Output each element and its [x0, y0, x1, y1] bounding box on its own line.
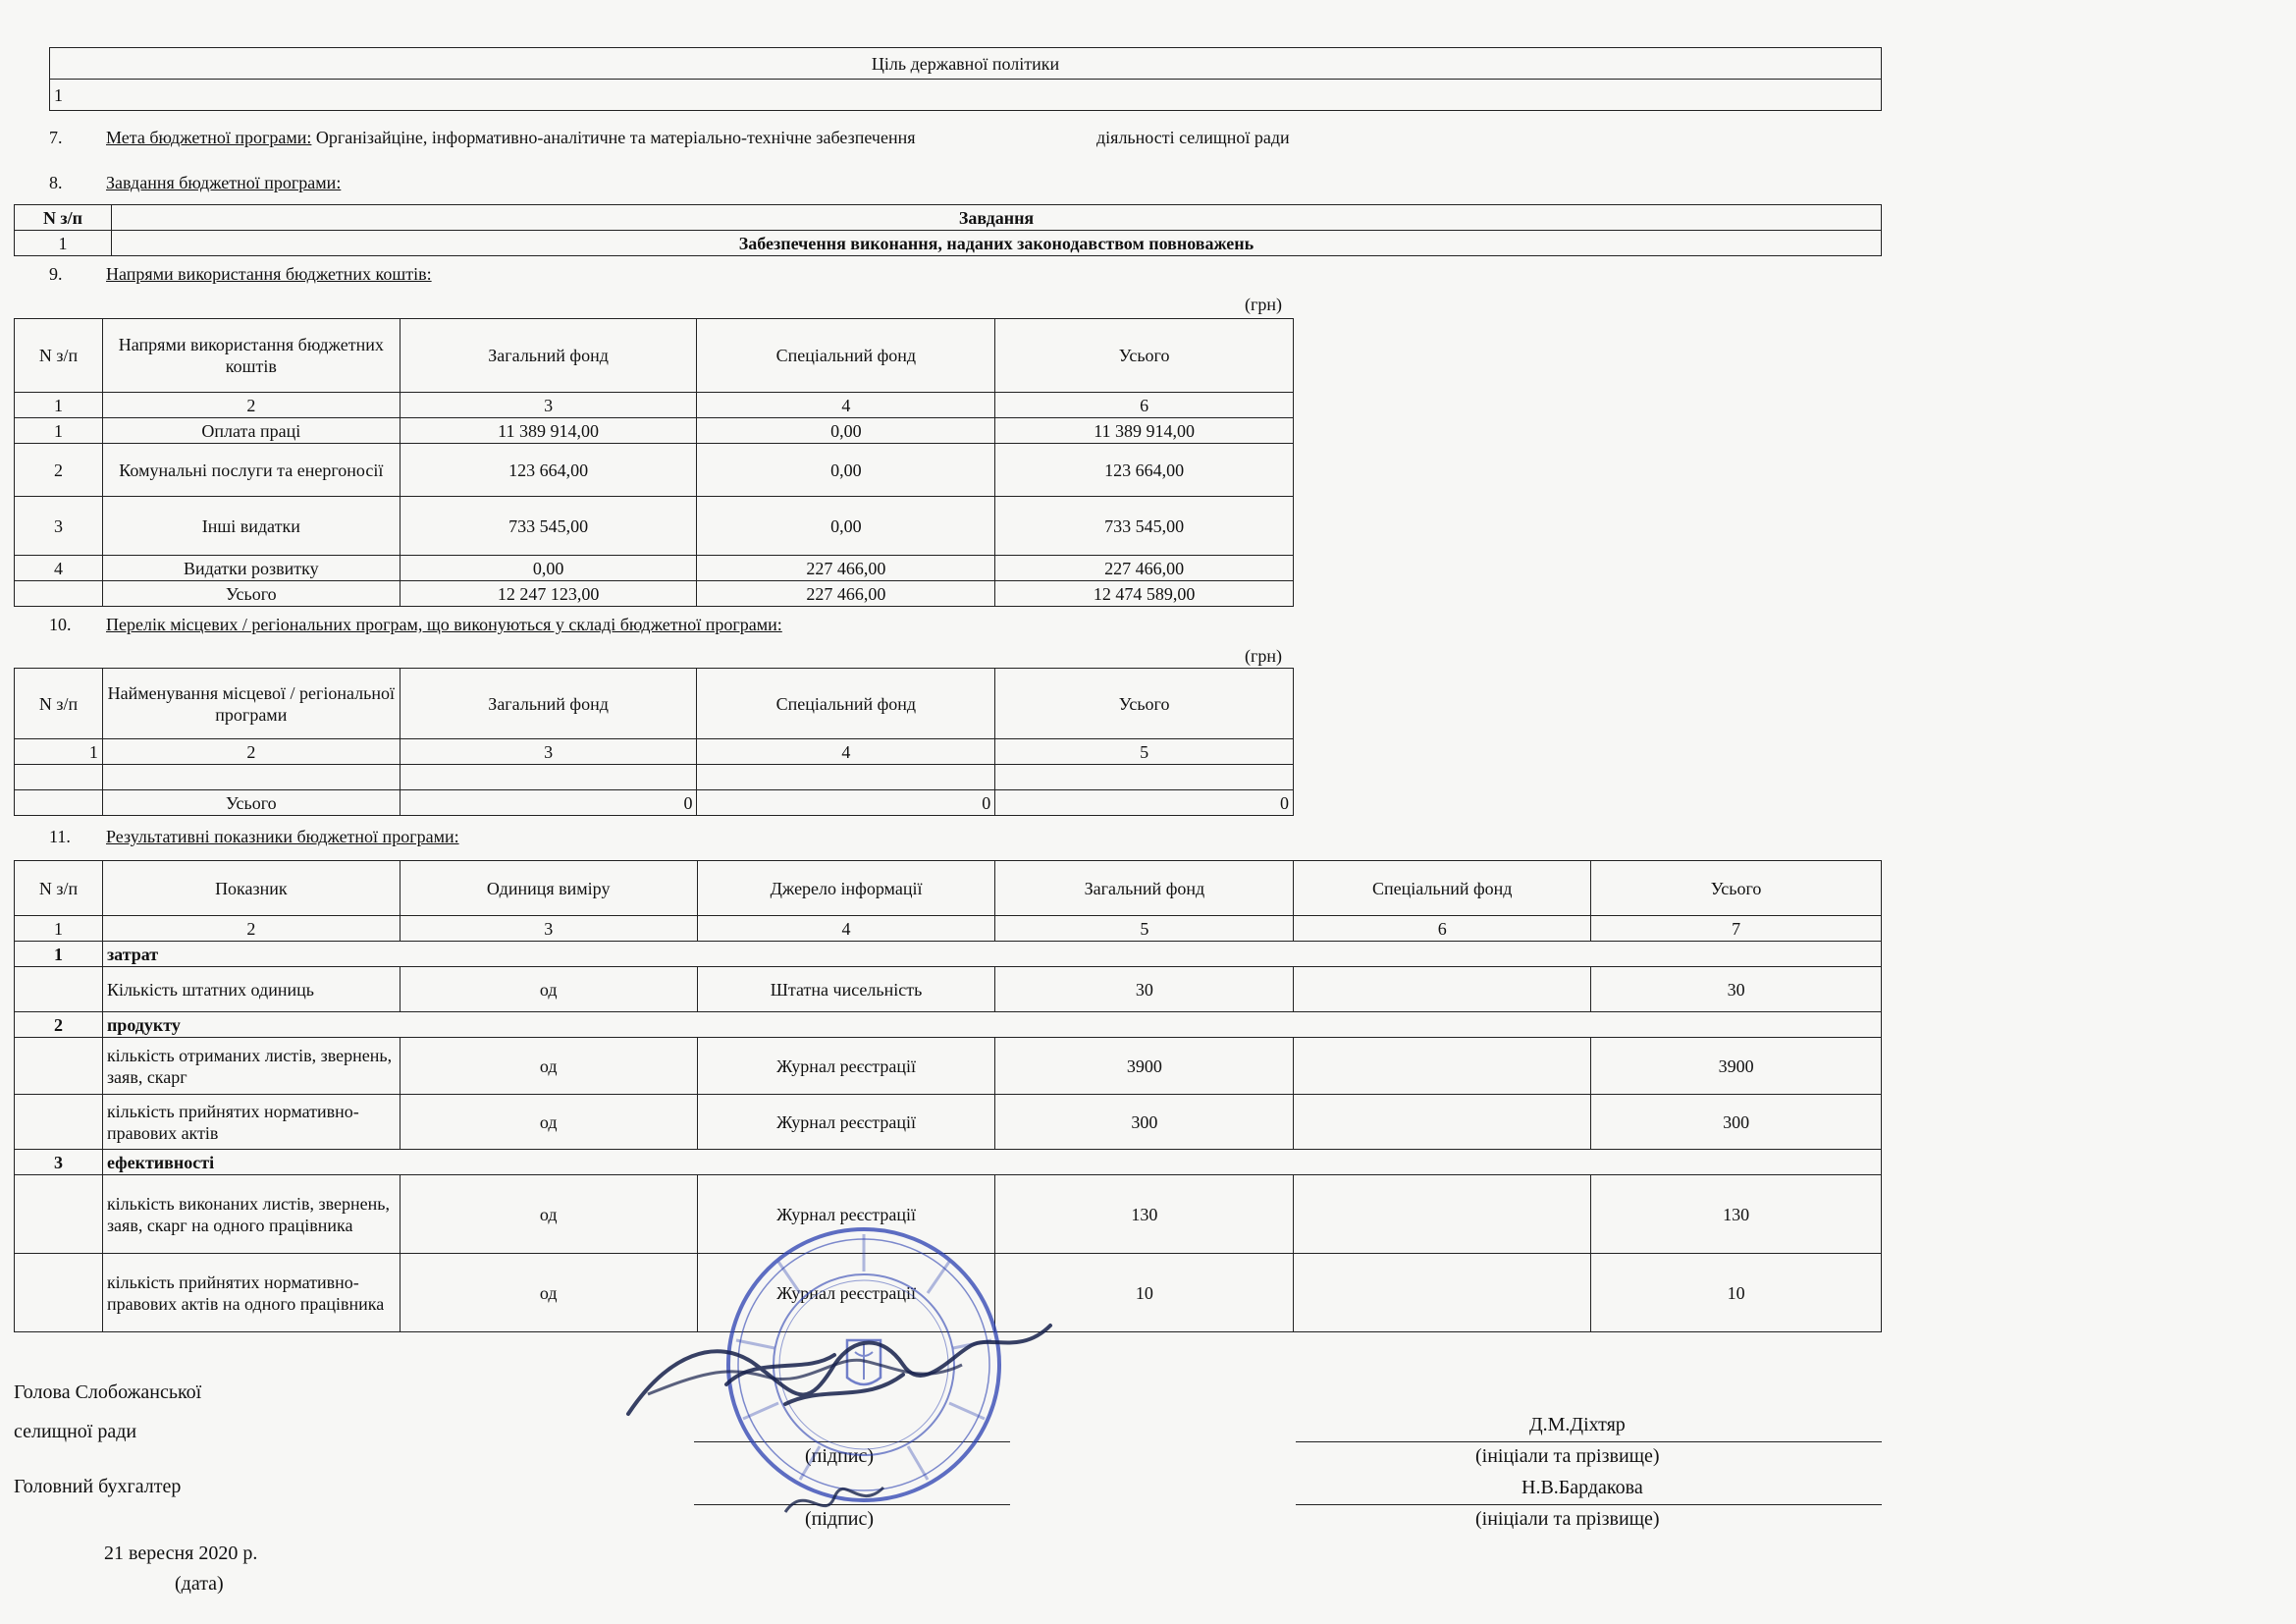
- head-name-caption: (ініціали та прізвище): [1475, 1445, 1660, 1467]
- programs-header: Загальний фонд: [400, 669, 697, 739]
- section-7-number: 7.: [49, 128, 63, 147]
- section-11-number: 11.: [49, 827, 71, 846]
- section-10-label: Перелік місцевих / регіональних програм, що виконуються у складі бюджетної програми:: [106, 615, 782, 634]
- tasks-col-no: N з/п: [15, 205, 112, 231]
- accountant-name-caption: (ініціали та прізвище): [1475, 1508, 1660, 1530]
- policy-table: [49, 47, 1882, 111]
- head-name: Д.М.Діхтяр: [1529, 1414, 1626, 1435]
- directions-table: [14, 318, 1294, 607]
- indicators-header: Спеціальний фонд: [1294, 861, 1591, 916]
- section-7-text-2: діяльності селищної ради: [1096, 128, 1290, 147]
- date-caption: (дата): [175, 1573, 224, 1595]
- head-title: Голова Слобожанської селищної ради: [14, 1381, 202, 1442]
- section-9-unit: (грн): [1245, 295, 1283, 314]
- indicators-header: Усього: [1591, 861, 1882, 916]
- directions-header: N з/п: [15, 319, 103, 393]
- indicator-group-row: 3 ефективності: [15, 1150, 1882, 1175]
- directions-header: Усього: [995, 319, 1294, 393]
- section-8-label: Завдання бюджетної програми:: [106, 173, 342, 192]
- section-7-label: Мета бюджетної програми:: [106, 128, 312, 147]
- programs-table: [14, 668, 1294, 816]
- directions-header: Загальний фонд: [400, 319, 697, 393]
- section-10-number: 10.: [49, 615, 72, 634]
- programs-total-row: Усього 0 0 0: [15, 790, 1294, 816]
- directions-header: Спеціальний фонд: [697, 319, 995, 393]
- table-row: Кількість штатних одиниць од Штатна чисельність 30 30: [15, 967, 1882, 1012]
- indicator-group-row: 2 продукту: [15, 1012, 1882, 1038]
- tasks-row-no: 1: [15, 231, 112, 256]
- directions-header: Напрями використання бюджетних коштів: [102, 319, 400, 393]
- programs-header: N з/п: [15, 669, 103, 739]
- head-signature-caption: (підпис): [805, 1445, 875, 1467]
- directions-total-row: Усього 12 247 123,00 227 466,00 12 474 589,00: [15, 581, 1294, 607]
- date: 21 вересня 2020 р.: [104, 1543, 258, 1564]
- table-row: кількість виконаних листів, звернень, заяв, скарг на одного працівника од Журнал реєстрації 130 130: [15, 1175, 1882, 1254]
- indicators-header: N з/п: [15, 861, 103, 916]
- table-row: [15, 765, 1294, 790]
- indicator-group-row: 1 затрат: [15, 942, 1882, 967]
- tasks-table: [14, 204, 1882, 256]
- indicators-header: Джерело інформації: [697, 861, 995, 916]
- table-row: кількість прийнятих нормативно-правових актів од Журнал реєстрації 300 300: [15, 1095, 1882, 1150]
- accountant-signature: [775, 1473, 893, 1532]
- section-11-label: Результативні показники бюджетної програми:: [106, 827, 459, 846]
- table-row: кількість отриманих листів, звернень, заяв, скарг од Журнал реєстрації 3900 3900: [15, 1038, 1882, 1095]
- accountant-title: Головний бухгалтер: [14, 1476, 182, 1497]
- indicators-header: Показник: [102, 861, 400, 916]
- directions-index-row: 1 2 3 4 6: [15, 393, 1294, 418]
- accountant-name-line: [1296, 1504, 1882, 1505]
- head-signature: [609, 1296, 1070, 1443]
- tasks-col-task: Завдання: [112, 205, 1882, 231]
- table-row: 3 Інші видатки 733 545,00 0,00 733 545,00: [15, 497, 1294, 556]
- table-row: 4 Видатки розвитку 0,00 227 466,00 227 466,00: [15, 556, 1294, 581]
- section-7-text: Організайціне, інформативно-аналітичне та матеріально-технічне забезпечення: [315, 128, 916, 147]
- head-name-line: [1296, 1441, 1882, 1442]
- accountant-name: Н.В.Бардакова: [1522, 1477, 1643, 1498]
- indicators-index-row: 1 2 3 4 5 6 7: [15, 916, 1882, 942]
- indicators-header: Загальний фонд: [995, 861, 1294, 916]
- table-row: 2 Комунальні послуги та енергоносії 123 664,00 0,00 123 664,00: [15, 444, 1294, 497]
- table-row: 1 Оплата праці 11 389 914,00 0,00 11 389 914,00: [15, 418, 1294, 444]
- policy-row: 1: [50, 80, 1882, 111]
- policy-header: Ціль державної політики: [50, 48, 1882, 80]
- tasks-row-text: Забезпечення виконання, наданих законодавством повноважень: [112, 231, 1882, 256]
- section-9-label: Напрями використання бюджетних коштів:: [106, 264, 432, 284]
- section-10-unit: (грн): [1245, 646, 1283, 666]
- programs-header: Найменування місцевої / регіональної програми: [102, 669, 400, 739]
- table-row: кількість прийнятих нормативно-правових актів на одного працівника од Журнал реєстрації 10 10: [15, 1254, 1882, 1332]
- programs-index-row: 1 2 3 4 5: [15, 739, 1294, 765]
- programs-header: Усього: [995, 669, 1294, 739]
- accountant-signature-caption: (підпис): [805, 1508, 875, 1530]
- indicators-header: Одиниця виміру: [400, 861, 697, 916]
- programs-header: Спеціальний фонд: [697, 669, 995, 739]
- section-8-number: 8.: [49, 173, 63, 192]
- section-9-number: 9.: [49, 264, 63, 284]
- section-7: [106, 128, 915, 148]
